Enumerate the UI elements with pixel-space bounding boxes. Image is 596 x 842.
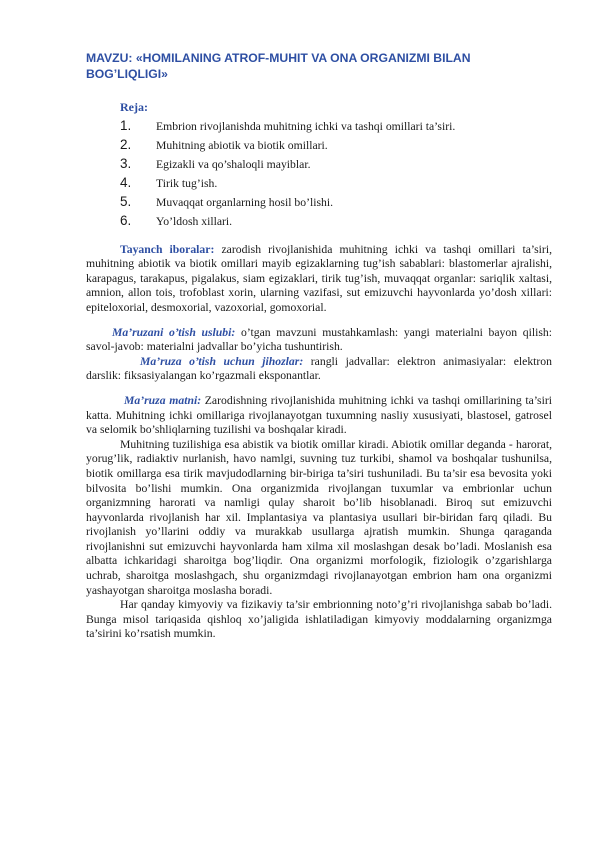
page-title: MAVZU: «HOMILANING ATROF-MUHIT VA ONA ORGANIZMI BILAN BOG’LIQLIGI» bbox=[86, 51, 471, 81]
body-paragraph: Muhitning tuzilishiga esa abistik va biotik omillar kiradi. Abiotik omillar deganda - harorat, yorug’lik, radiaktiv nurlanish, havo namlgi, suvning tuz turkibi, shamol va boshqalar tushunilsa, biotik omillarga esa tirik mavjudodlarning bir-biriga ta’siri tushuniladi. Bu ta’sir esa bevosita yoki bilvosita bo’lishi mumkin. Ona organizmida rivojlangan tuxumlar va embrionlar uchun organizmning harorati va namligi qulay sharoit bo’lib hisoblanadi. Biroq sut emizuvchi hayvonlarda rivojlanish har xil. Implantasiya va plantasiya usullari bir-biridan farq qiladi. Bu rivojlanish yo’llarini oddiy va murakkab usullarga ajratish mumkin. Shunga qaraganda rivojlanishni sut emizuvchi hayvonlarda ham xilma xil moslashgan desak bo’ladi. Moslanish esa albatta ichkaridagi sharoitga bog’liqdir. Ona organizmi morfologik, fiziologik o’zgarishlarga uchrab, sharoitga moslashgach, shu organizmdagi rivojlanayotgan embrion ham ona organizmi yashayotgan sharoitga moslasha boradi. bbox=[86, 437, 552, 597]
method-label: Ma’ruzani o’tish uslubi: bbox=[112, 325, 236, 339]
list-item: 6. Yo’ldosh xillari. bbox=[120, 212, 233, 228]
equipment-paragraph: Ma’ruza o’tish uchun jihozlar: rangli jadvallar: elektron animasiyalar: elektron darslik: fiksasiyalangan ko’rgazmali eksponantlar. bbox=[86, 354, 552, 383]
lecture-text-label: Ma’ruza matni: bbox=[124, 393, 202, 407]
key-terms-paragraph: Tayanch iboralar: zarodish rivojlanishida muhitning ichki va tashqi omillari ta’siri, muhitning abiotik va biotik omillari mayib egizaklarning tug’ish sabablari: blastomerlar ajralishi, karapagus, tarakapus, pigalakus, siam egizaklari, tirik tug’ish, muvaqqat organlar: sariqlik xaltasi, amnion, allon tois, trofoblast xorin, ularning vazifasi, sut emizuvchi hayvonlarda yo’dosh xillari: epiteloxorial, desmoxorial, vazoxorial, gomoxorial. bbox=[86, 242, 552, 314]
equipment-label: Ma’ruza o’tish uchun jihozlar: bbox=[140, 354, 304, 368]
list-item: 5. Muvaqqat organlarning hosil bo’lishi. bbox=[120, 193, 334, 209]
plan-list bbox=[86, 119, 552, 233]
list-item: 3. Egizakli va qo’shaloqli mayiblar. bbox=[120, 155, 311, 171]
list-item: 2. Muhitning abiotik va biotik omillari. bbox=[120, 136, 328, 152]
lecture-text-paragraph: Ma’ruza matni: Zarodishning rivojlanishida muhitning ichki va tashqi omillarining ta’siri katta. Muhitning ichki omillariga rivojlanayotgan tuxumning nasliy xususiyati, blastosel, gatrosel va selomik bo’shliqlarning tuzilishi va boshqalar kiradi. bbox=[86, 393, 552, 437]
document-page bbox=[86, 50, 552, 642]
list-item: 1. Embrion rivojlanishda muhitning ichki va tashqi omillari ta’siri. bbox=[120, 117, 456, 133]
list-item: 4. Tirik tug’ish. bbox=[120, 174, 218, 190]
method-paragraph: Ma’ruzani o’tish uslubi: o’tgan mavzuni mustahkamlash: yangi materialni bayon qilish: savol-javob: materialni jadvallar bo’yicha tushuntirish. bbox=[86, 325, 552, 354]
key-terms-label: Tayanch iboralar: bbox=[120, 242, 215, 256]
plan-heading: Reja: bbox=[120, 100, 148, 114]
body-paragraph: Har qanday kimyoviy va fizikaviy ta’sir embrionning noto’g’ri rivojlanishga sabab bo’ladi. Bunga misol tariqasida qishloq xo’jaligida ishlatiladigan kimyoviy moddalarning organizmga ta’sirini ko’rsatish mumkin. bbox=[86, 598, 552, 641]
